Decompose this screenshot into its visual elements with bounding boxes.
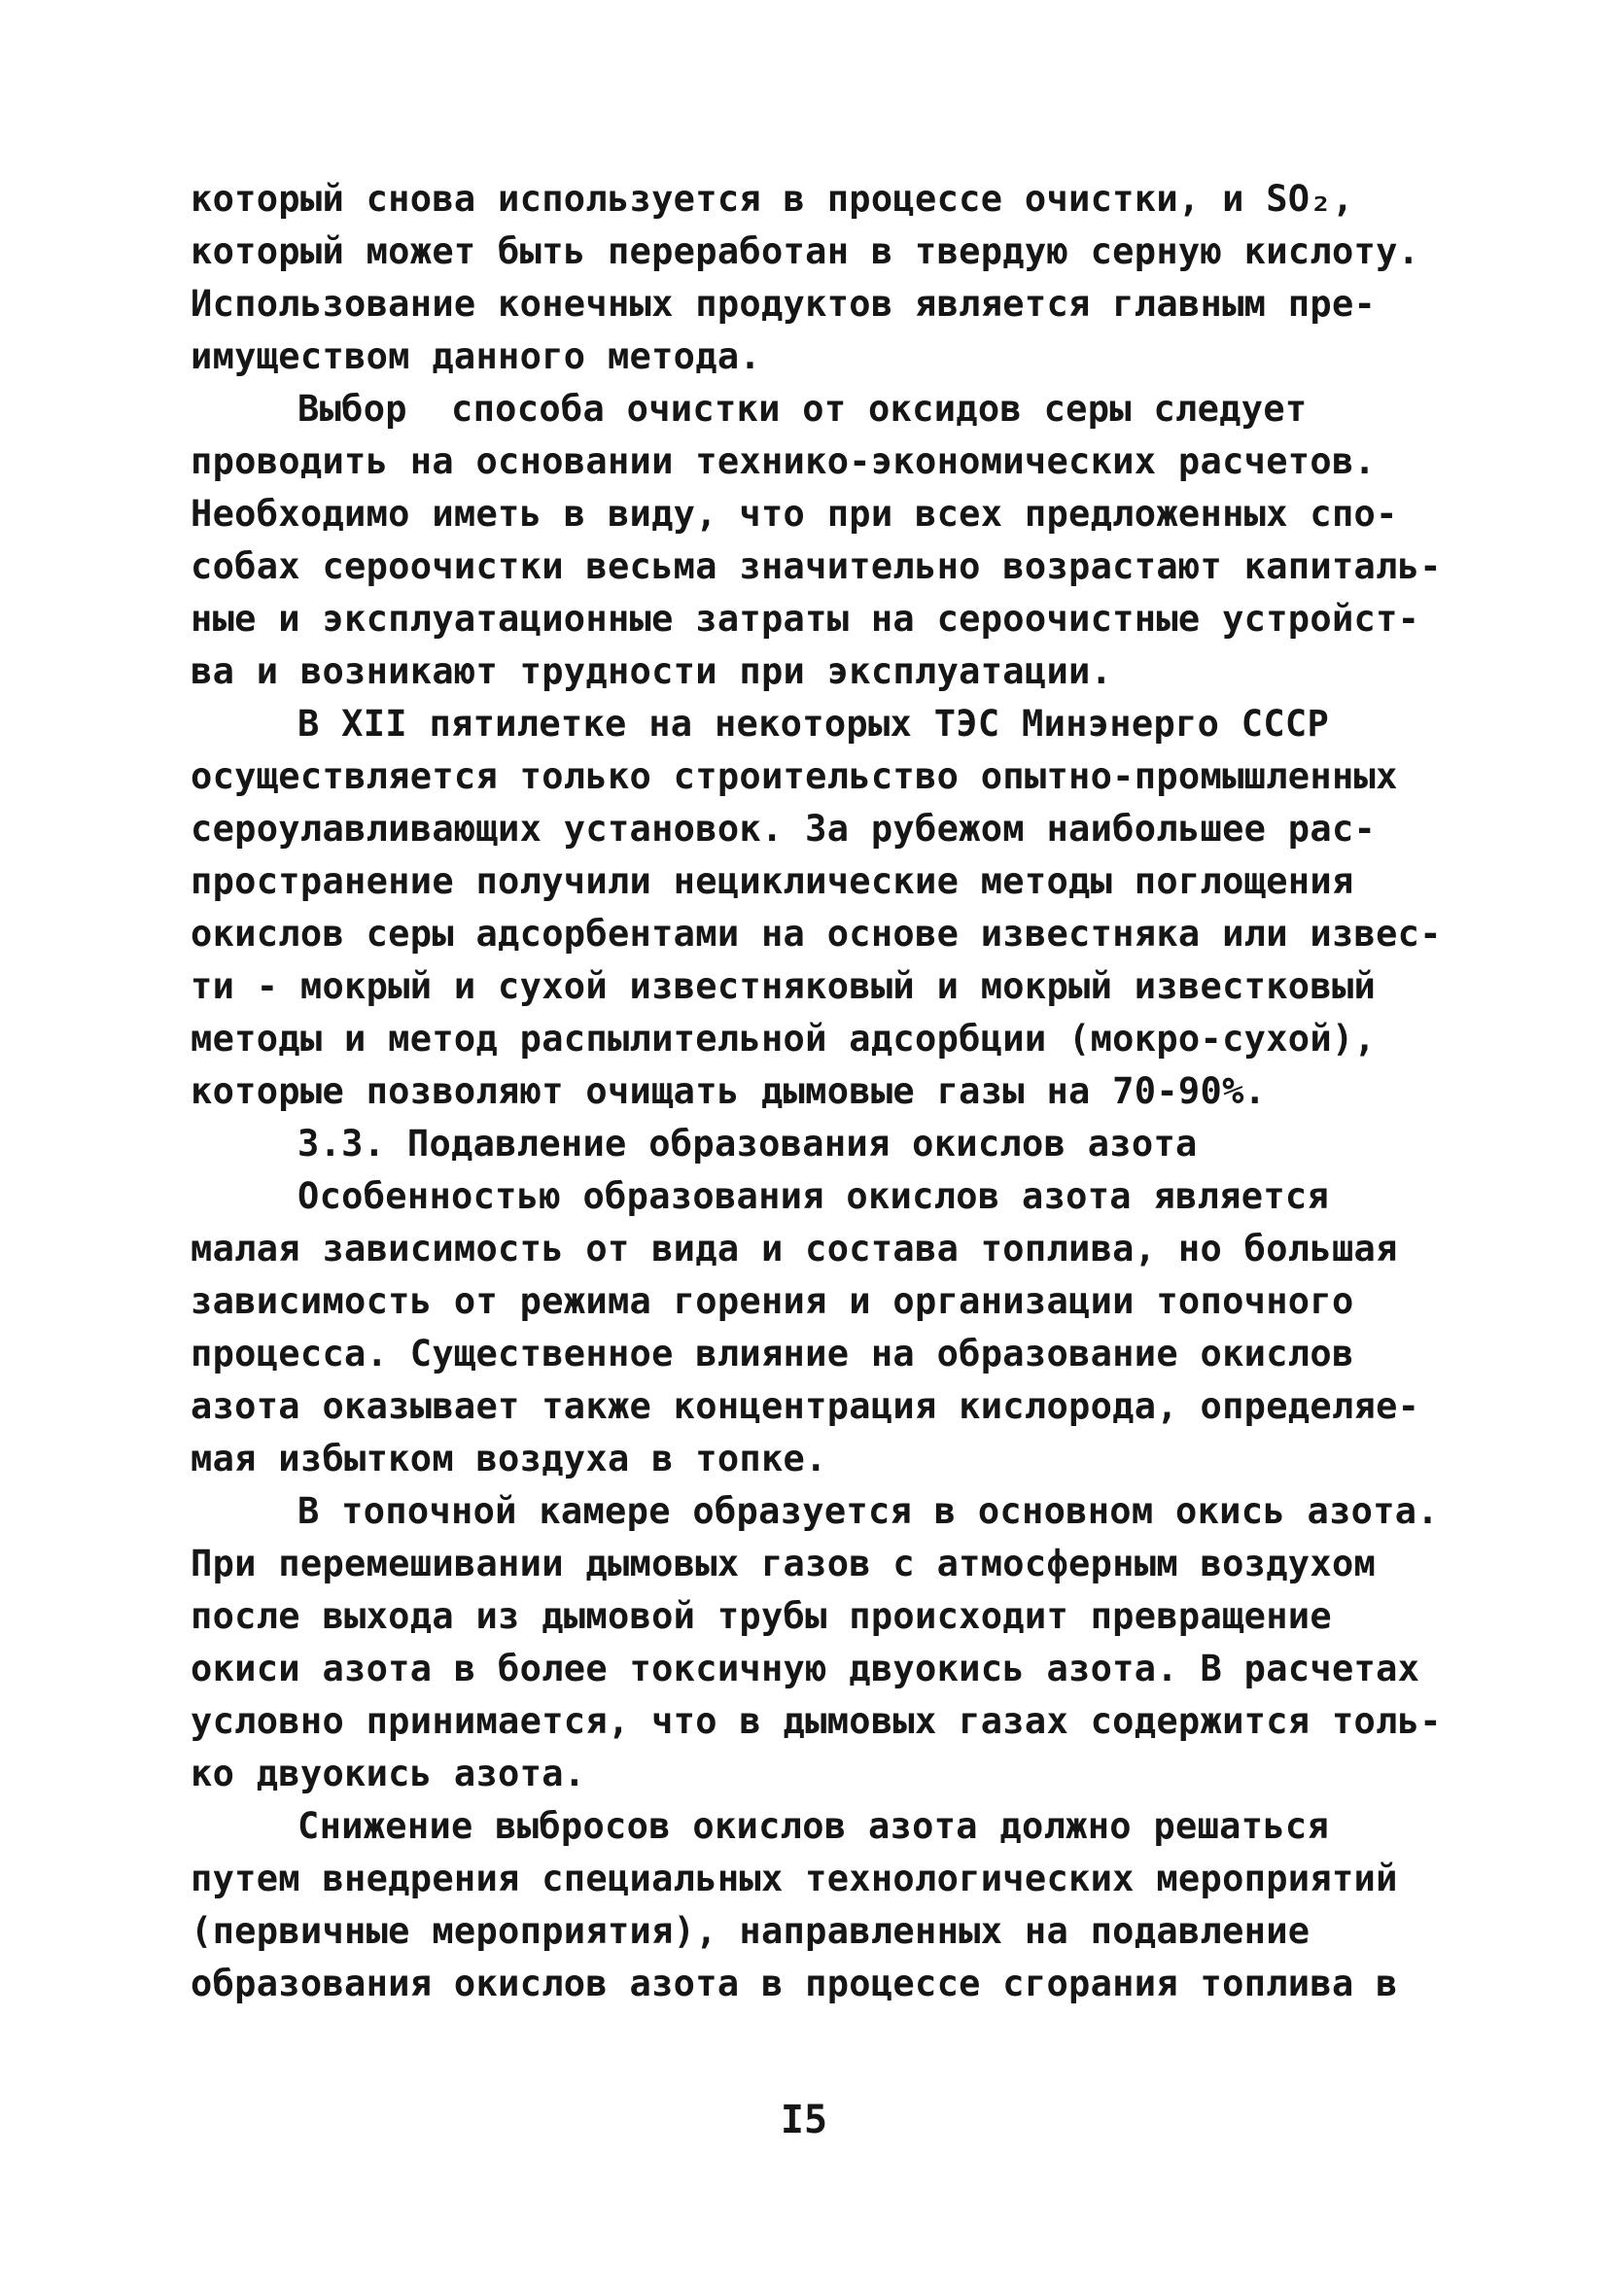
paragraph-1 xyxy=(191,173,1454,383)
section-heading xyxy=(191,1118,1454,1170)
paragraph-6 xyxy=(191,1800,1454,2010)
text-line: Выбор способа очистки от оксидов серы следует xyxy=(297,388,1308,430)
text-line: после выхода из дымовой трубы происходит превращение xyxy=(191,1595,1332,1637)
text-line: осуществляется только строительство опытно-промышленных xyxy=(191,755,1398,797)
text-line: который может быть переработан в твердую серную кислоту. xyxy=(191,230,1420,272)
text-line: процесса. Существенное влияние на образование окислов xyxy=(191,1333,1354,1374)
text-line: ко двуокись азота. xyxy=(191,1753,586,1794)
text-line: пространение получили нециклические методы поглощения xyxy=(191,860,1354,902)
text-line: азота оказывает также концентрация кислорода, определяе- xyxy=(191,1385,1420,1427)
text-line: Особенностью образования окислов азота является xyxy=(297,1175,1330,1217)
text-line: Необходимо иметь в виду, что при всех предложенных спо- xyxy=(191,493,1398,535)
paragraph-3 xyxy=(191,698,1454,1118)
text-line: ти - мокрый и сухой известняковый и мокрый известковый xyxy=(191,965,1377,1007)
page-number: I5 xyxy=(780,2098,828,2142)
text-line: мая избытком воздуха в топке. xyxy=(191,1438,827,1479)
text-line: сероулавливающих установок. За рубежом наибольшее рас- xyxy=(191,808,1377,850)
paragraph-5 xyxy=(191,1485,1454,1800)
text-line: окислов серы адсорбентами на основе известняка или извес- xyxy=(191,913,1442,955)
text-line: малая зависимость от вида и состава топлива, но большая xyxy=(191,1228,1398,1270)
body-text xyxy=(191,173,1454,2010)
paragraph-4 xyxy=(191,1170,1454,1485)
text-line: При перемешивании дымовых газов с атмосферным воздухом xyxy=(191,1543,1377,1584)
text-line: образования окислов азота в процессе сгорания топлива в xyxy=(191,1963,1398,2004)
section-heading-text: 3.3. Подавление образования окислов азота xyxy=(297,1123,1198,1165)
text-line: проводить на основании технико-экономических расчетов. xyxy=(191,440,1377,482)
paragraph-2 xyxy=(191,383,1454,698)
text-line: имуществом данного метода. xyxy=(191,335,761,377)
text-line: которые позволяют очищать дымовые газы на 70-90%. xyxy=(191,1070,1267,1112)
text-line: собах сероочистки весьма значительно возрастают капиталь- xyxy=(191,545,1442,587)
text-line: путем внедрения специальных технологических мероприятий xyxy=(191,1858,1398,1899)
text-line: зависимость от режима горения и организации топочного xyxy=(191,1280,1354,1322)
text-line: В топочной камере образуется в основном окись азота. xyxy=(297,1490,1439,1532)
text-line: окиси азота в более токсичную двуокись азота. В расчетах xyxy=(191,1648,1420,1689)
text-line: Снижение выбросов окислов азота должно решаться xyxy=(297,1805,1330,1847)
text-line: Использование конечных продуктов является главным пре- xyxy=(191,283,1377,325)
text-line: В XII пятилетке на некоторых ТЭС Минэнерго СССР xyxy=(297,703,1330,745)
text-line: (первичные мероприятия), направленных на подавление xyxy=(191,1910,1311,1952)
text-line: который снова используется в процессе очистки, и SO₂, xyxy=(191,178,1354,220)
text-line: ва и возникают трудности при эксплуатации. xyxy=(191,650,1113,692)
text-line: методы и метод распылительной адсорбции (мокро-сухой), xyxy=(191,1018,1377,1060)
text-line: ные и эксплуатационные затраты на сероочистные устройст- xyxy=(191,598,1420,640)
text-line: условно принимается, что в дымовых газах содержится толь- xyxy=(191,1700,1442,1742)
